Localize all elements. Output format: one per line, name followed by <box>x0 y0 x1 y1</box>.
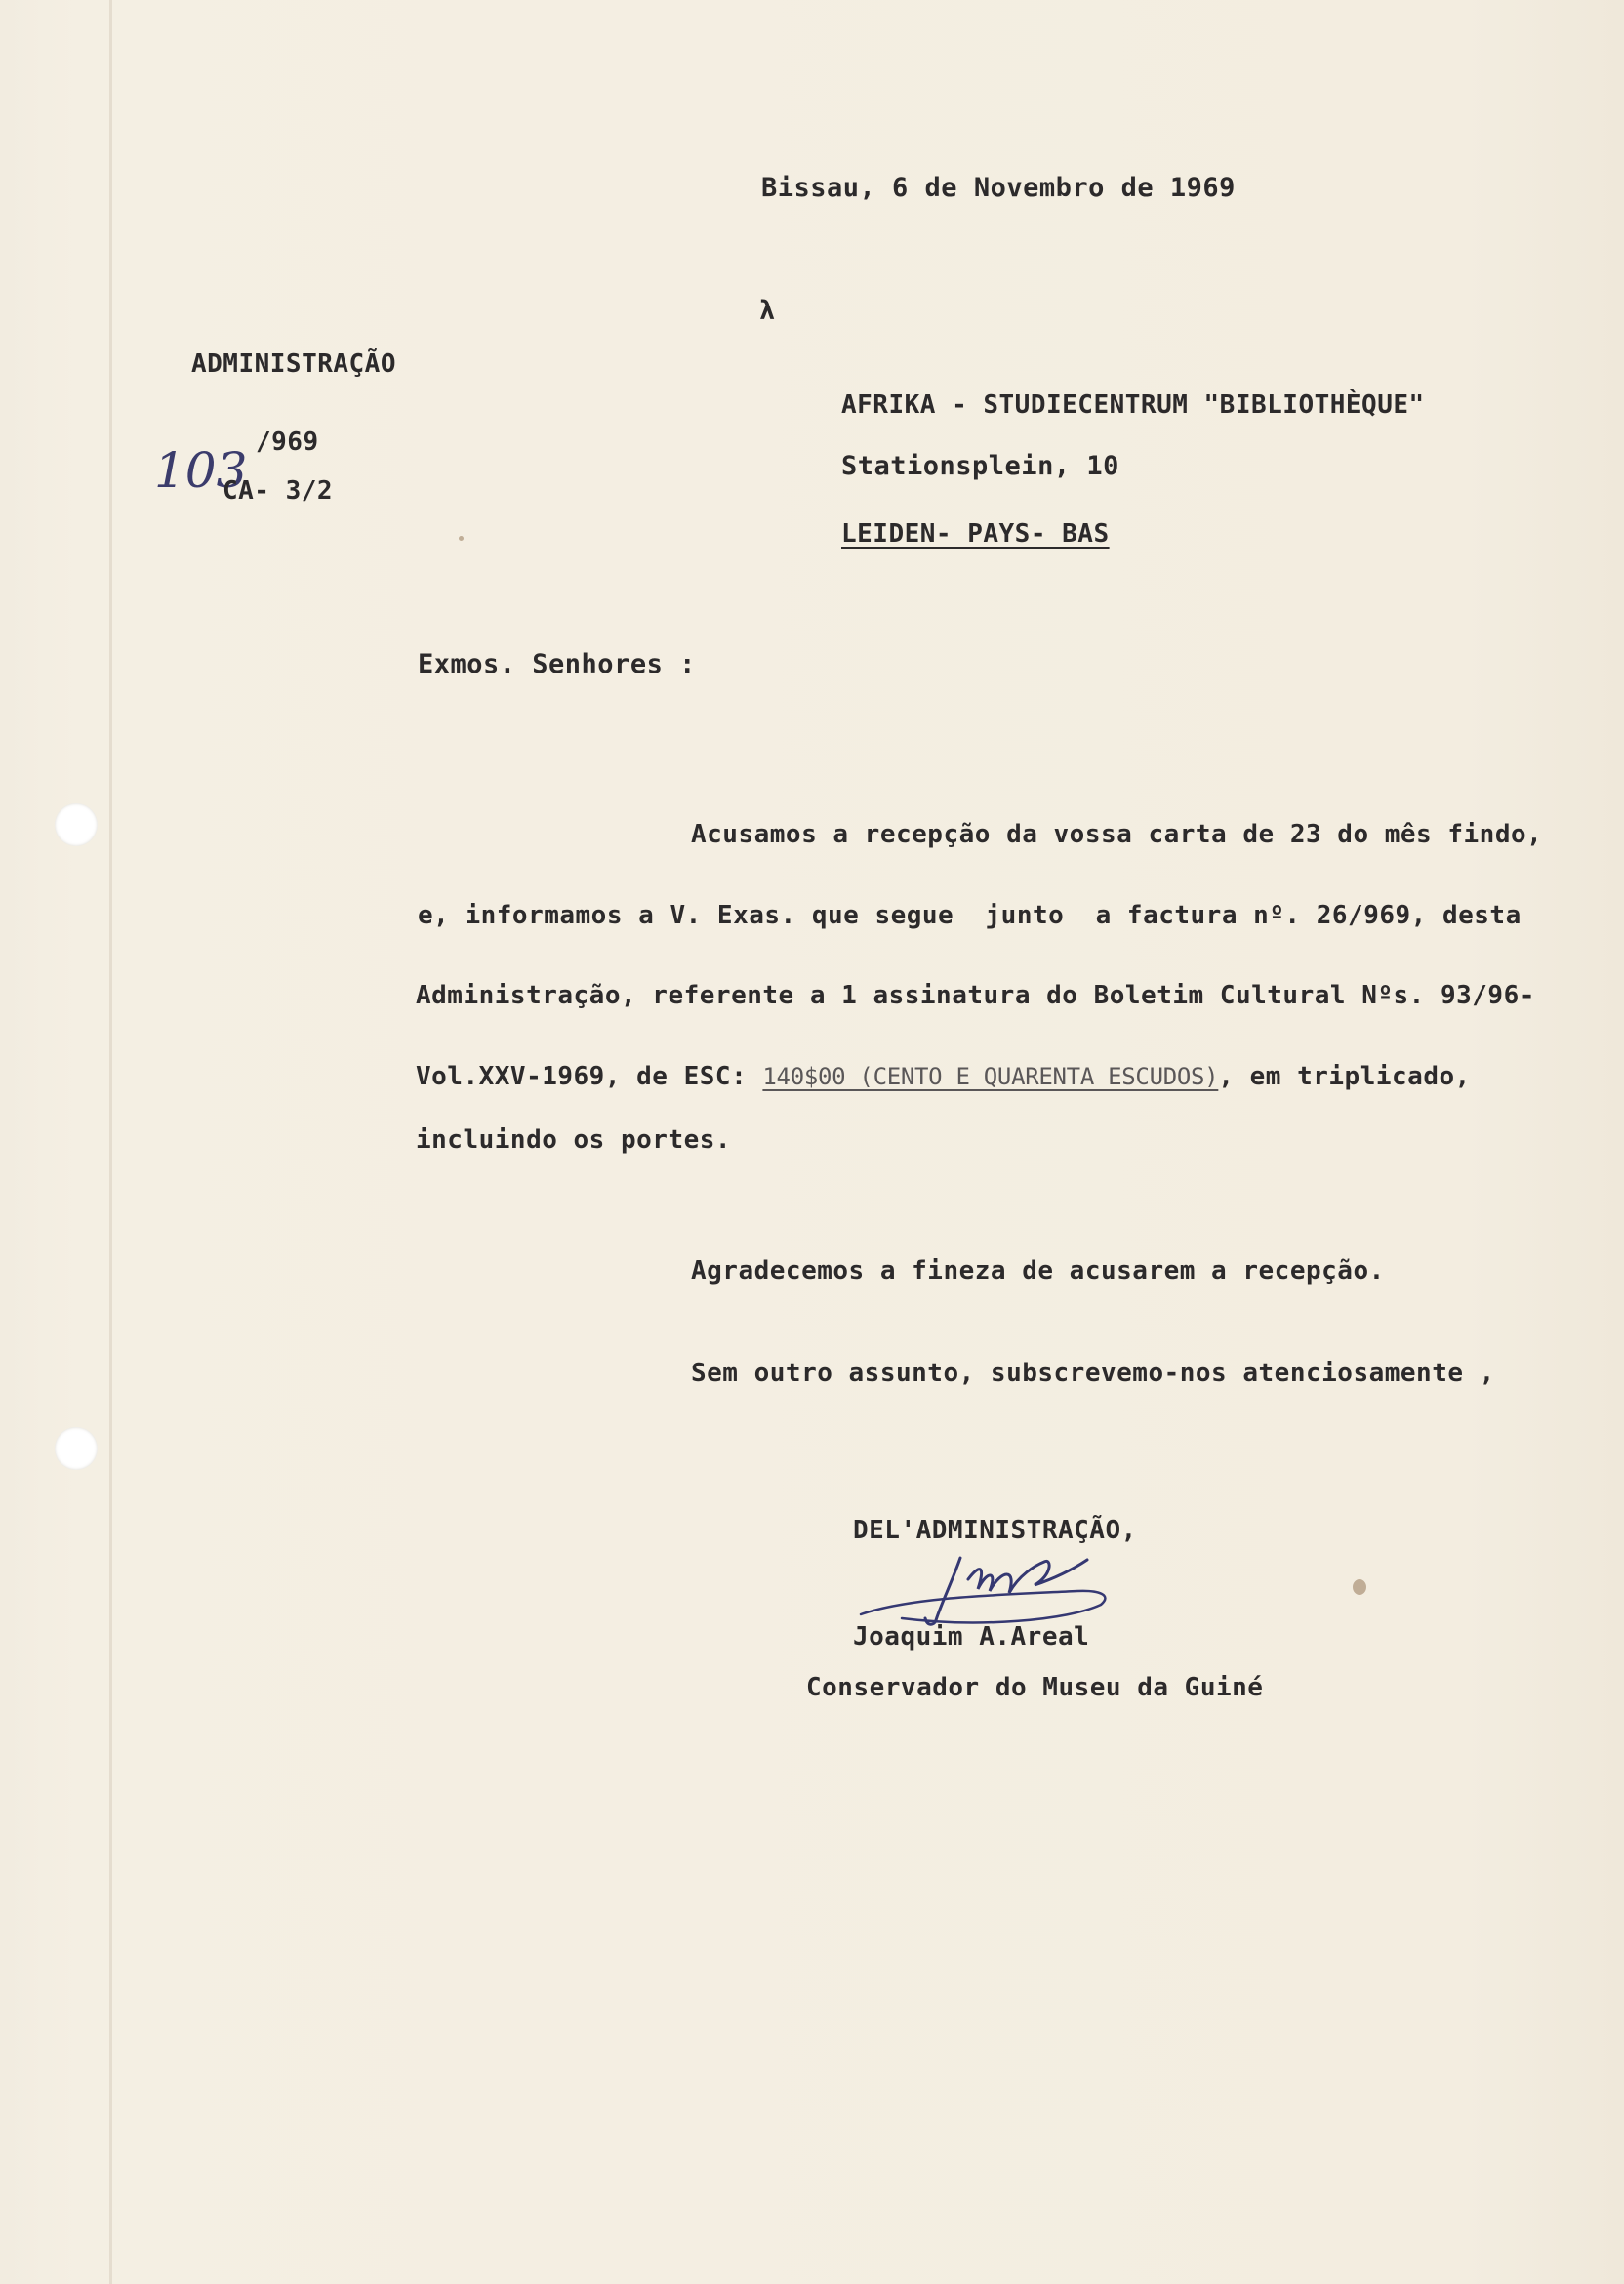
body-line-1: Acusamos a recepção da vossa carta de 23 do mês findo, <box>691 820 1543 849</box>
body-line-2: e, informamos a V. Exas. que segue junto a factura nº. 26/969, desta <box>418 901 1522 930</box>
amount-text: 140$00 (CENTO E QUARENTA ESCUDOS) <box>762 1063 1219 1090</box>
body-line-3: Administração, referente a 1 assinatura do Boletim Cultural Nºs. 93/96- <box>416 981 1535 1010</box>
place-date: Bissau, 6 de Novembro de 1969 <box>761 173 1236 203</box>
body-line-4-suffix: , em triplicado, <box>1218 1062 1471 1091</box>
body-line-5: incluindo os portes. <box>416 1125 732 1155</box>
ink-smudge <box>1353 1579 1366 1595</box>
closing-line: Sem outro assunto, subscrevemo-nos atenciosamente , <box>691 1359 1495 1388</box>
punch-hole-bottom <box>55 1427 98 1470</box>
recipient-line-1: AFRIKA - STUDIECENTRUM "BIBLIOTHÈQUE" <box>841 390 1425 420</box>
punch-hole-top <box>55 803 98 846</box>
ink-dot <box>459 536 464 541</box>
caret-mark: λ <box>759 296 776 326</box>
signatory-title: Conservador do Museu da Guiné <box>806 1673 1264 1702</box>
page-fold <box>109 0 112 2284</box>
reference-year: /969 <box>256 428 319 457</box>
body-line-4-prefix: Vol.XXV-1969, de ESC: <box>416 1062 748 1091</box>
recipient-line-3: LEIDEN- PAYS- BAS <box>841 519 1110 549</box>
reference-number-handwritten: 103 <box>154 442 248 499</box>
reference-code: CA- 3/2 <box>223 476 334 506</box>
signature-on-behalf: DEL'ADMINISTRAÇÃO, <box>853 1516 1137 1545</box>
salutation: Exmos. Senhores : <box>418 649 696 679</box>
recipient-line-2: Stationsplein, 10 <box>841 451 1119 481</box>
sender-department: ADMINISTRAÇÃO <box>191 349 396 379</box>
thanks-line: Agradecemos a fineza de acusarem a recepção. <box>691 1256 1385 1285</box>
body-line-4 <box>416 1060 1471 1093</box>
signatory-name: Joaquim A.Areal <box>853 1622 1090 1652</box>
